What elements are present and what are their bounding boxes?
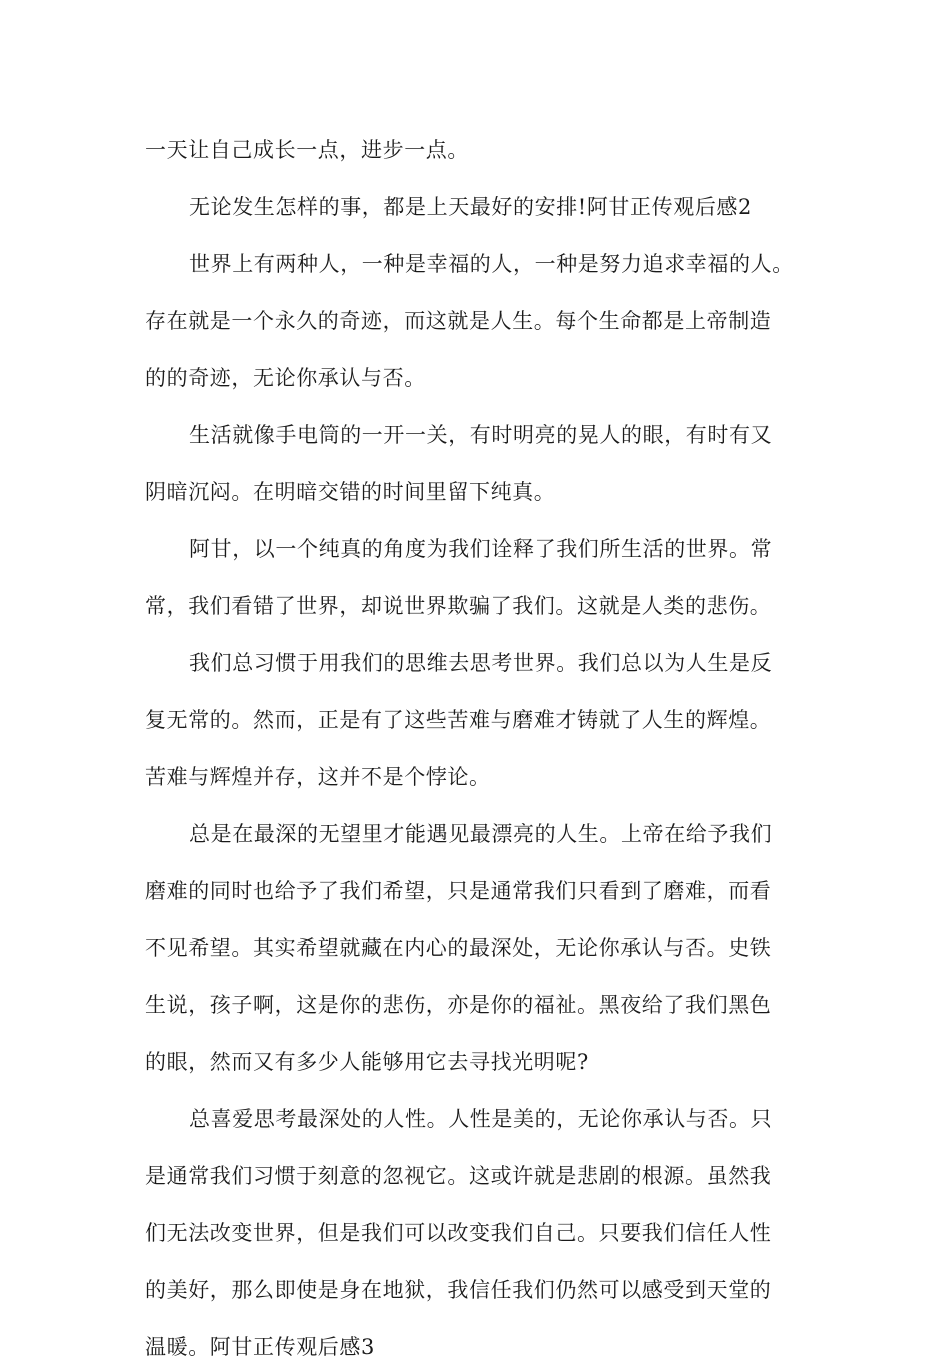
text-line: 的眼，然而又有多少人能够用它去寻找光明呢?	[145, 1050, 589, 1074]
text-line: 阴暗沉闷。在明暗交错的时间里留下纯真。	[145, 480, 556, 504]
text-line: 磨难的同时也给予了我们希望，只是通常我们只看到了磨难，而看	[145, 879, 772, 903]
text-line: 们无法改变世界，但是我们可以改变我们自己。只要我们信任人性	[145, 1221, 772, 1245]
text-line: 无论发生怎样的事，都是上天最好的安排!阿甘正传观后感2	[189, 195, 752, 219]
text-line: 是通常我们习惯于刻意的忽视它。这或许就是悲剧的根源。虽然我	[145, 1164, 772, 1188]
text-line: 生活就像手电筒的一开一关，有时明亮的晃人的眼，有时有又	[189, 423, 773, 447]
text-line: 常，我们看错了世界，却说世界欺骗了我们。这就是人类的悲伤。	[145, 594, 772, 618]
text-line: 总是在最深的无望里才能遇见最漂亮的人生。上帝在给予我们	[189, 822, 773, 846]
text-line: 总喜爱思考最深处的人性。人性是美的，无论你承认与否。只	[189, 1107, 773, 1131]
text-line: 一天让自己成长一点，进步一点。	[145, 138, 469, 162]
text-line: 我们总习惯于用我们的思维去思考世界。我们总以为人生是反	[189, 651, 773, 675]
text-line: 的美好，那么即使是身在地狱，我信任我们仍然可以感受到天堂的	[145, 1278, 772, 1302]
text-line: 世界上有两种人，一种是幸福的人，一种是努力追求幸福的人。	[189, 252, 794, 276]
text-line: 温暖。阿甘正传观后感3	[145, 1335, 375, 1359]
text-line: 阿甘，以一个纯真的角度为我们诠释了我们所生活的世界。常	[189, 537, 773, 561]
text-line: 的的奇迹，无论你承认与否。	[145, 366, 426, 390]
text-line: 复无常的。然而，正是有了这些苦难与磨难才铸就了人生的辉煌。	[145, 708, 772, 732]
text-line: 不见希望。其实希望就藏在内心的最深处，无论你承认与否。史铁	[145, 936, 772, 960]
text-line: 生说，孩子啊，这是你的悲伤，亦是你的福祉。黑夜给了我们黑色	[145, 993, 772, 1017]
text-line: 存在就是一个永久的奇迹，而这就是人生。每个生命都是上帝制造	[145, 309, 772, 333]
text-line: 苦难与辉煌并存，这并不是个悖论。	[145, 765, 491, 789]
document-body	[145, 131, 825, 1367]
